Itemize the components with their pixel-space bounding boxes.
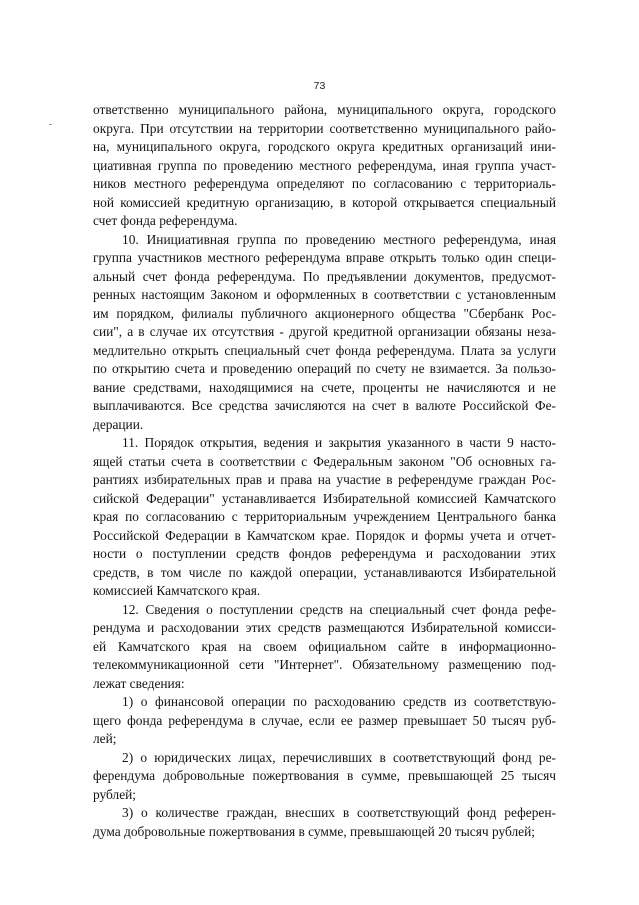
text-line: комиссией Камчатского края. — [93, 583, 261, 598]
text-line: 10. Инициативная группа по проведению местного референдума, иная — [122, 231, 556, 247]
document-body — [93, 101, 556, 841]
text-line: им порядком, филиалы публичного акционерного общества "Сбербанк Рос- — [93, 305, 556, 321]
text-line: ной комиссией кредитную организацию, в которой открывается специальный — [93, 194, 556, 210]
text-line: счет фонда референдума. — [93, 213, 238, 228]
text-line: округа. При отсутствии на территории соответственно муниципального райо- — [93, 120, 556, 136]
text-line: на, муниципального округа, городского округа кредитных организаций ини- — [93, 139, 556, 154]
text-line: ности о поступлении средств фондов референдума и расходовании этих — [93, 546, 556, 561]
text-line: 12. Сведения о поступлении средств на специальный счет фонда рефе- — [122, 601, 556, 617]
scan-mark — [49, 124, 52, 125]
text-line: 3) о количестве граждан, внесших в соответствующий фонд референ- — [122, 805, 556, 820]
text-line: дерации. — [93, 416, 144, 432]
text-line: лежат сведения: — [93, 675, 185, 691]
text-line: рантиях избирательных прав и права на участие в референдуме граждан Рос- — [93, 472, 556, 487]
text-line: телекоммуникационной сети "Интернет". Обязательному размещению под- — [93, 657, 556, 672]
text-line: рублей; — [93, 786, 137, 802]
text-line: медлительно открыть специальный счет фонда референдума. Плата за услуги — [93, 342, 556, 358]
text-line: ренных настоящим Законом и оформленных в соответствии с установленным — [93, 287, 556, 302]
text-line: 2) о юридических лицах, перечисливших в соответствующий фонд ре- — [122, 749, 556, 765]
text-line: сийской Федерации" устанавливается Избирательной комиссией Камчатского — [93, 490, 556, 506]
text-line: щего фонда референдума в случае, если ее размер превышает 50 тысяч руб- — [93, 712, 556, 728]
text-line: ящей статьи счета в соответствии с Федеральным законом "Об основных га- — [93, 453, 556, 469]
text-line: 11. Порядок открытия, ведения и закрытия указанного в части 9 насто- — [122, 435, 556, 450]
text-line: альный счет фонда референдума. По предъявлении документов, предусмот- — [93, 268, 556, 284]
text-line: дума добровольные пожертвования в сумме, превышающей 20 тысяч рублей; — [93, 823, 535, 839]
text-line: средств, в том числе по каждой операции, устанавливаются Избирательной — [93, 564, 556, 580]
text-line: сии", а в случае их отсутствия - другой кредитной организации обязаны неза- — [93, 324, 556, 339]
text-line: выплачиваются. Все средства зачисляются на счет в валюте Российской Фе- — [93, 398, 556, 413]
text-line: по открытию счета и проведению операций по счету не взимается. За пользо- — [93, 361, 556, 376]
text-line: Российской Федерации в Камчатском крае. Порядок и формы учета и отчет- — [93, 527, 556, 543]
text-line: края по согласованию с территориальным учреждением Центрального банка — [93, 509, 556, 524]
text-line: лей; — [93, 731, 117, 746]
text-line: 1) о финансовой операции по расходованию средств из соответствую- — [122, 694, 556, 709]
text-line: циативная группа по проведению местного референдума, иная группа участ- — [93, 157, 556, 173]
text-line: рендума и расходовании этих средств размещаются Избирательной комисси- — [93, 620, 556, 635]
text-line: ников местного референдума определяют по согласованию с территориаль- — [93, 176, 556, 191]
text-line: ей Камчатского края на своем официальном сайте в информационно- — [93, 638, 556, 654]
text-line: вание средствами, находящимися на счете, проценты не начисляются и не — [93, 379, 556, 395]
text-line: ферендума добровольные пожертвования в сумме, превышающей 25 тысяч — [93, 768, 556, 783]
page-number: 73 — [313, 80, 326, 92]
text-line: ответственно муниципального района, муниципального округа, городского — [93, 102, 556, 117]
text-line: группа участников местного референдума вправе открыть только один специ- — [93, 250, 556, 265]
